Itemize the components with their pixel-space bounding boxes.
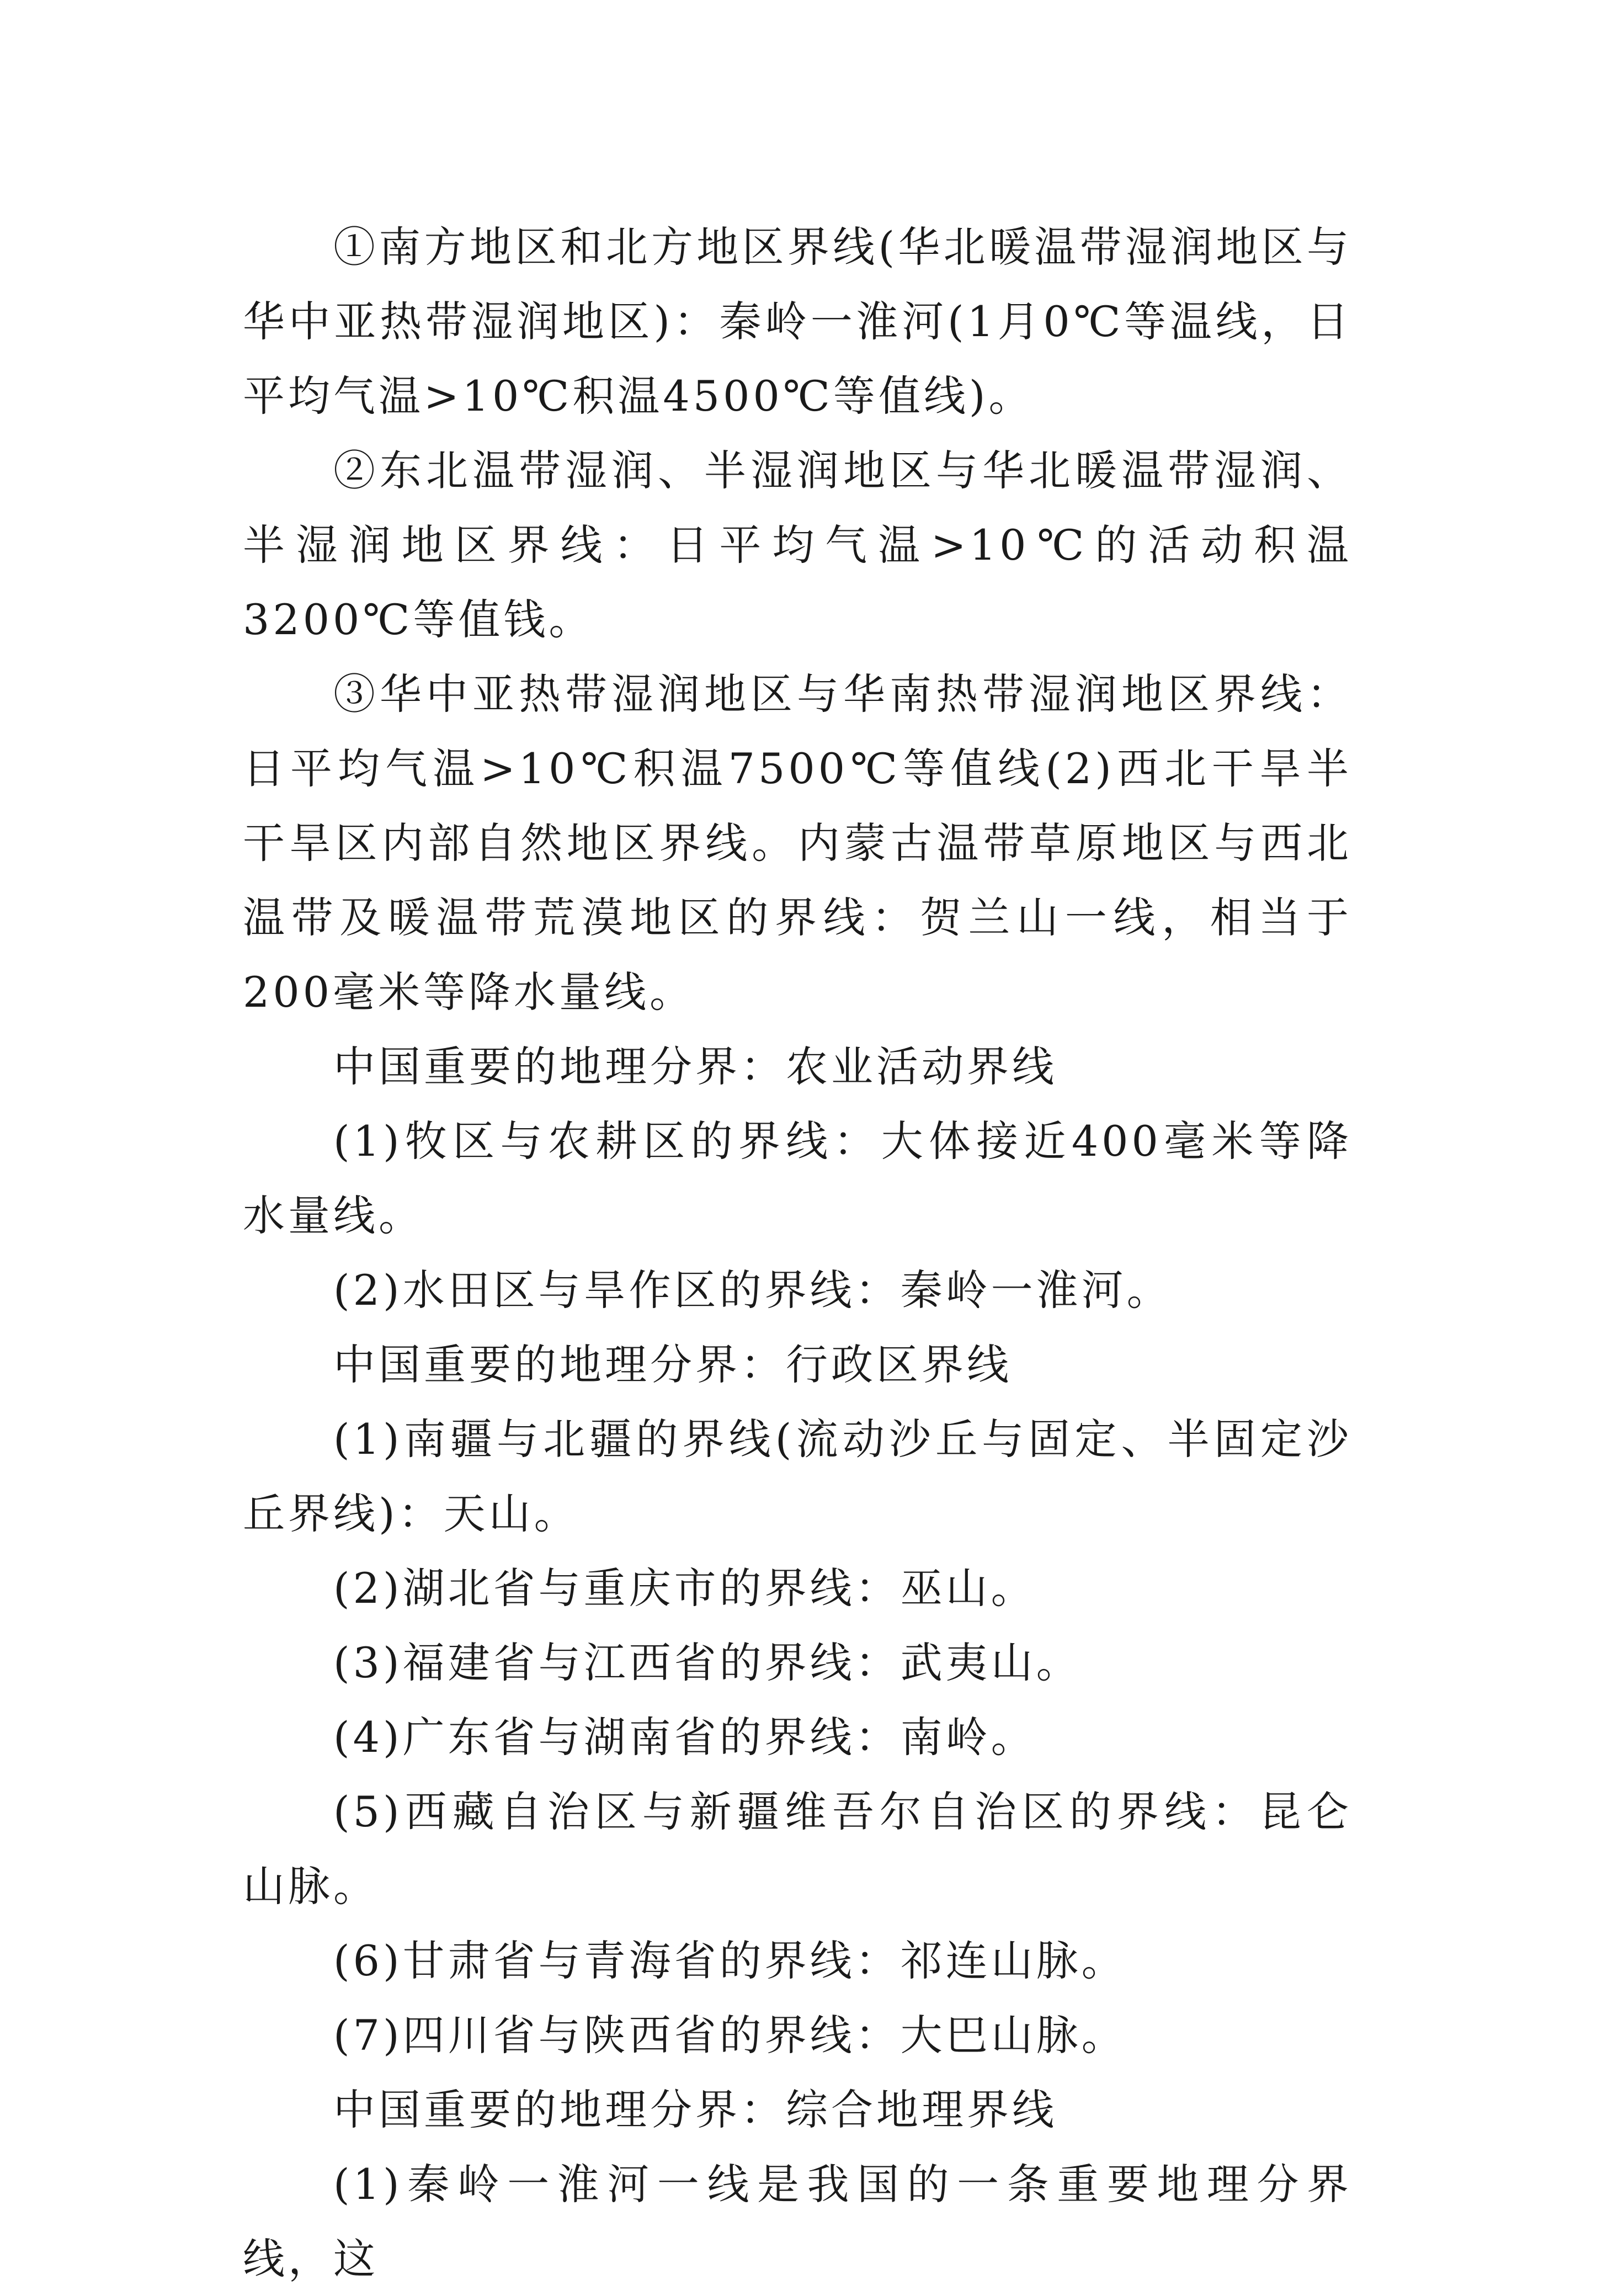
paragraph-south-north-boundary: ①南方地区和北方地区界线(华北暖温带湿润地区与华中亚热带湿润地区)：秦岭一淮河(1月0℃等温线，日平均气温>10℃积温4500℃等值线)。 [243, 222, 1352, 421]
list-item-nanling: (4)广东省与湖南省的界线：南岭。 [333, 1713, 1036, 1762]
list-item-daba: (7)四川省与陕西省的界线：大巴山脉。 [333, 2011, 1127, 2060]
heading-comprehensive-boundary: 中国重要的地理分界：综合地理界线 [333, 2085, 1057, 2134]
list-item-tianshan: (1)南疆与北疆的界线(流动沙丘与固定、半固定沙丘界线)：天山。 [243, 1415, 1352, 1538]
heading-administrative-boundary: 中国重要的地理分界：行政区界线 [333, 1340, 1012, 1389]
document-body [243, 210, 1352, 2296]
list-item-qilian: (6)甘肃省与青海省的界线：祁连山脉。 [333, 1936, 1127, 1985]
paragraph-paddy-dryland-boundary: (2)水田区与旱作区的界线：秦岭一淮河。 [333, 1266, 1172, 1315]
list-item-kunlun: (5)西藏自治区与新疆维吾尔自治区的界线：昆仑山脉。 [243, 1787, 1352, 1911]
list-item-wushan: (2)湖北省与重庆市的界线：巫山。 [333, 1564, 1036, 1613]
paragraph-central-south-boundary: ③华中亚热带湿润地区与华南热带湿润地区界线：日平均气温>10℃积温7500℃等值线(2)西北干旱半干旱区内部自然地区界线。内蒙古温带草原地区与西北温带及暖温带荒漠地区的界线：贺兰山一线，相当于200毫米等降水量线。 [243, 669, 1352, 1017]
paragraph-pasture-farming-boundary: (1)牧区与农耕区的界线：大体接近400毫米等降水量线。 [243, 1117, 1352, 1240]
paragraph-qinling-huaihe: (1)秦岭一淮河一线是我国的一条重要地理分界线，这 [243, 2160, 1352, 2283]
list-item-wuyishan: (3)福建省与江西省的界线：武夷山。 [333, 1638, 1082, 1687]
heading-agriculture-boundary: 中国重要的地理分界：农业活动界线 [333, 1042, 1057, 1091]
paragraph-northeast-boundary: ②东北温带湿润、半湿润地区与华北暖温带湿润、半湿润地区界线：日平均气温>10℃的活动积温3200℃等值钱。 [243, 446, 1352, 644]
